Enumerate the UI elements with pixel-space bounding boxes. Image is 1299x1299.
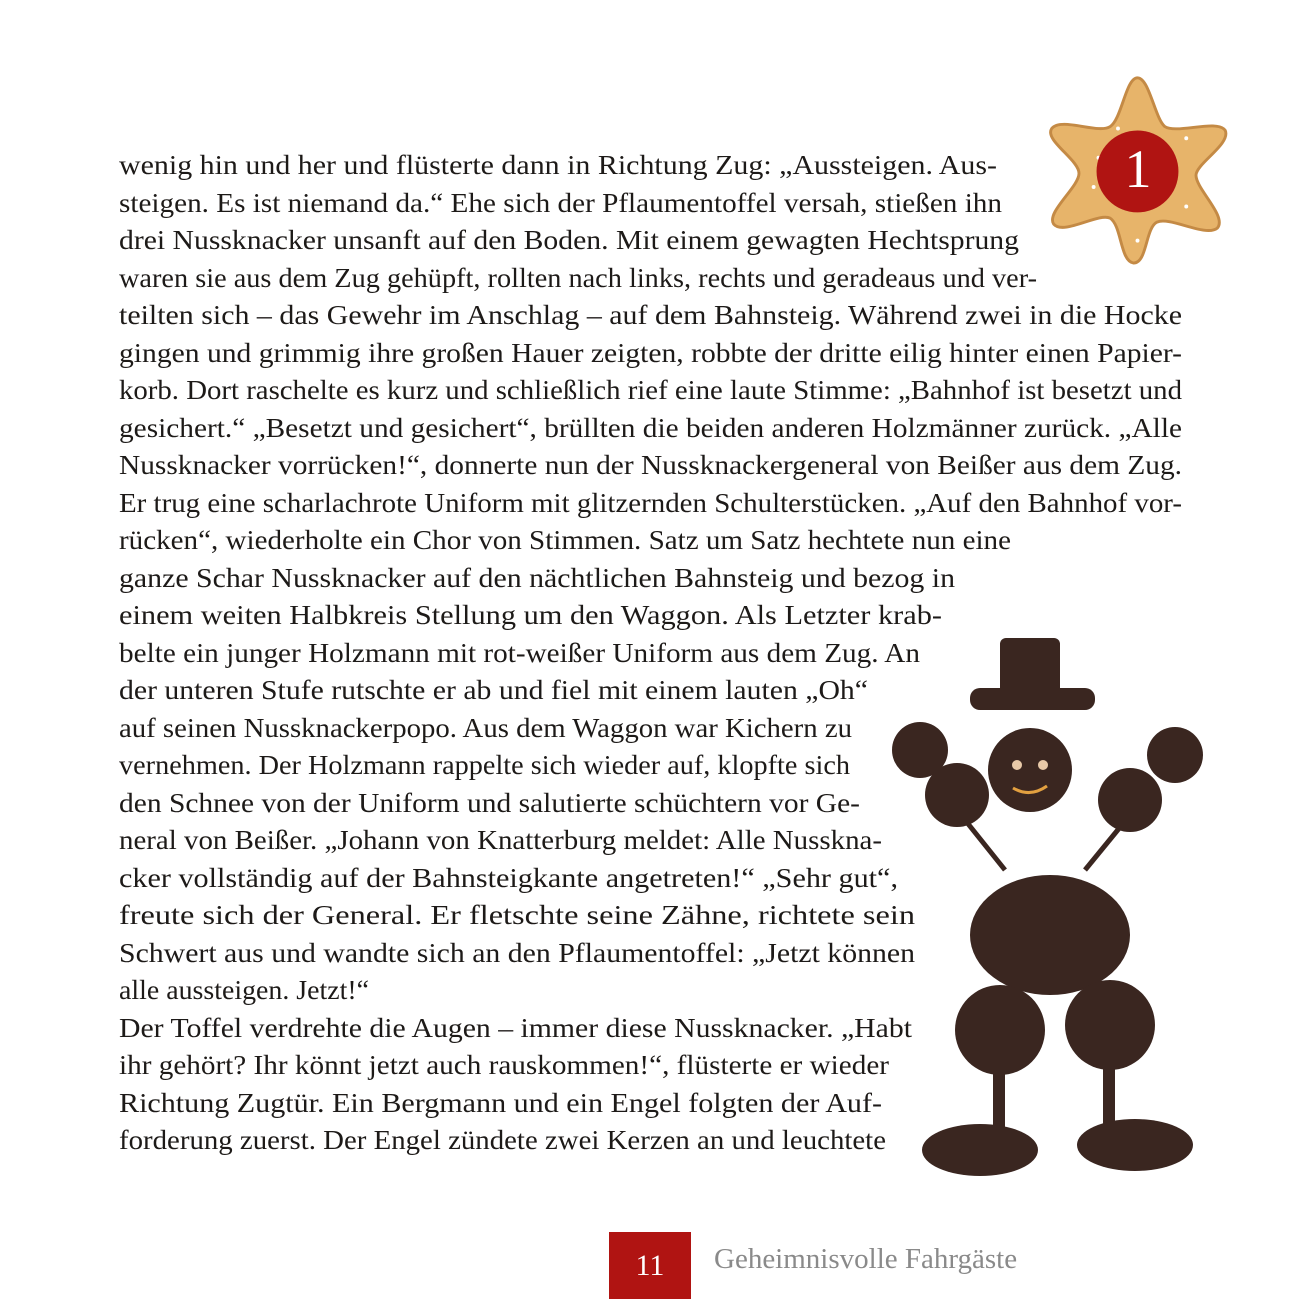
text-line: Richtung Zugtür. Ein Bergmann und ein Engel folgten der Auf- — [119, 1087, 883, 1118]
nutcracker-illustration — [885, 630, 1215, 1190]
text-line: freute sich der General. Er fletschte seine Zähne, richtete sein — [119, 900, 916, 930]
text-line: den Schnee von der Uniform und salutierte schüchtern vor Ge- — [119, 787, 860, 818]
text-line: rücken“, wiederholte ein Chor von Stimmen. Satz um Satz hechtete nun eine — [119, 525, 1012, 555]
text-line: alle aussteigen. Jetzt!“ — [119, 975, 369, 1005]
text-line: teilten sich – das Gewehr im Anschlag – auf dem Bahnsteig. Während zwei in die Hocke — [119, 300, 1182, 330]
text-line: korb. Dort raschelte es kurz und schließlich rief eine laute Stimme: „Bahnhof ist besetzt und — [119, 375, 1182, 405]
text-line: Er trug eine scharlachrote Uniform mit glitzernden Schulterstücken. „Auf den Bahnhof vor- — [119, 487, 1182, 518]
text-line: Der Toffel verdrehte die Augen – immer diese Nussknacker. „Habt — [119, 1012, 912, 1043]
text-line: forderung zuerst. Der Engel zündete zwei Kerzen an und leuchtete — [119, 1125, 886, 1155]
text-line: belte ein junger Holzmann mit rot-weißer Uniform aus dem Zug. An — [119, 637, 921, 668]
chapter-number: 1 — [1124, 139, 1152, 199]
text-line: vernehmen. Der Holzmann rappelte sich wieder auf, klopfte sich — [119, 750, 850, 780]
text-line: cker vollständig auf der Bahnsteigkante angetreten!“ „Sehr gut“, — [119, 862, 898, 893]
text-line: waren sie aus dem Zug gehüpft, rollten nach links, rechts und geradeaus und ver- — [119, 262, 1037, 293]
text-line: einem weiten Halbkreis Stellung um den Waggon. Als Letzter krab- — [119, 600, 943, 630]
page-number: 11 — [609, 1232, 691, 1299]
text-line: neral von Beißer. „Johann von Knatterburg meldet: Alle Nusskna- — [119, 825, 882, 855]
text-line: Schwert aus und wandte sich an den Pflaumentoffel: „Jetzt können — [119, 937, 915, 968]
text-line: steigen. Es ist niemand da.“ Ehe sich der Pflaumentoffel versah, stießen ihn — [119, 187, 1002, 218]
text-line: wenig hin und her und flüsterte dann in Richtung Zug: „Aussteigen. Aus- — [119, 150, 997, 180]
text-line: auf seinen Nussknackerpopo. Aus dem Waggon war Kichern zu — [119, 712, 852, 743]
text-line: der unteren Stufe rutschte er ab und fiel mit einem lauten „Oh“ — [119, 675, 868, 705]
text-line: gingen und grimmig ihre großen Hauer zeigten, robbte der dritte eilig hinter einen Papier- — [119, 337, 1182, 368]
text-line: gesichert.“ „Besetzt und gesichert“, brüllten die beiden anderen Holzmänner zurück. „Alle — [119, 412, 1182, 443]
running-head: Geheimnisvolle Fahrgäste — [714, 1243, 1018, 1275]
chapter-star-cookie — [1040, 70, 1235, 265]
text-line: ganze Schar Nussknacker auf den nächtlichen Bahnsteig und bezog in — [119, 562, 955, 593]
text-line: drei Nussknacker unsanft auf den Boden. Mit einem gewagten Hechtsprung — [119, 225, 1019, 255]
text-line: Nussknacker vorrücken!“, donnerte nun der Nussknackergeneral von Beißer aus dem Zug. — [119, 450, 1182, 480]
text-line: ihr gehört? Ihr könnt jetzt auch rauskommen!“, flüsterte er wieder — [119, 1050, 889, 1080]
